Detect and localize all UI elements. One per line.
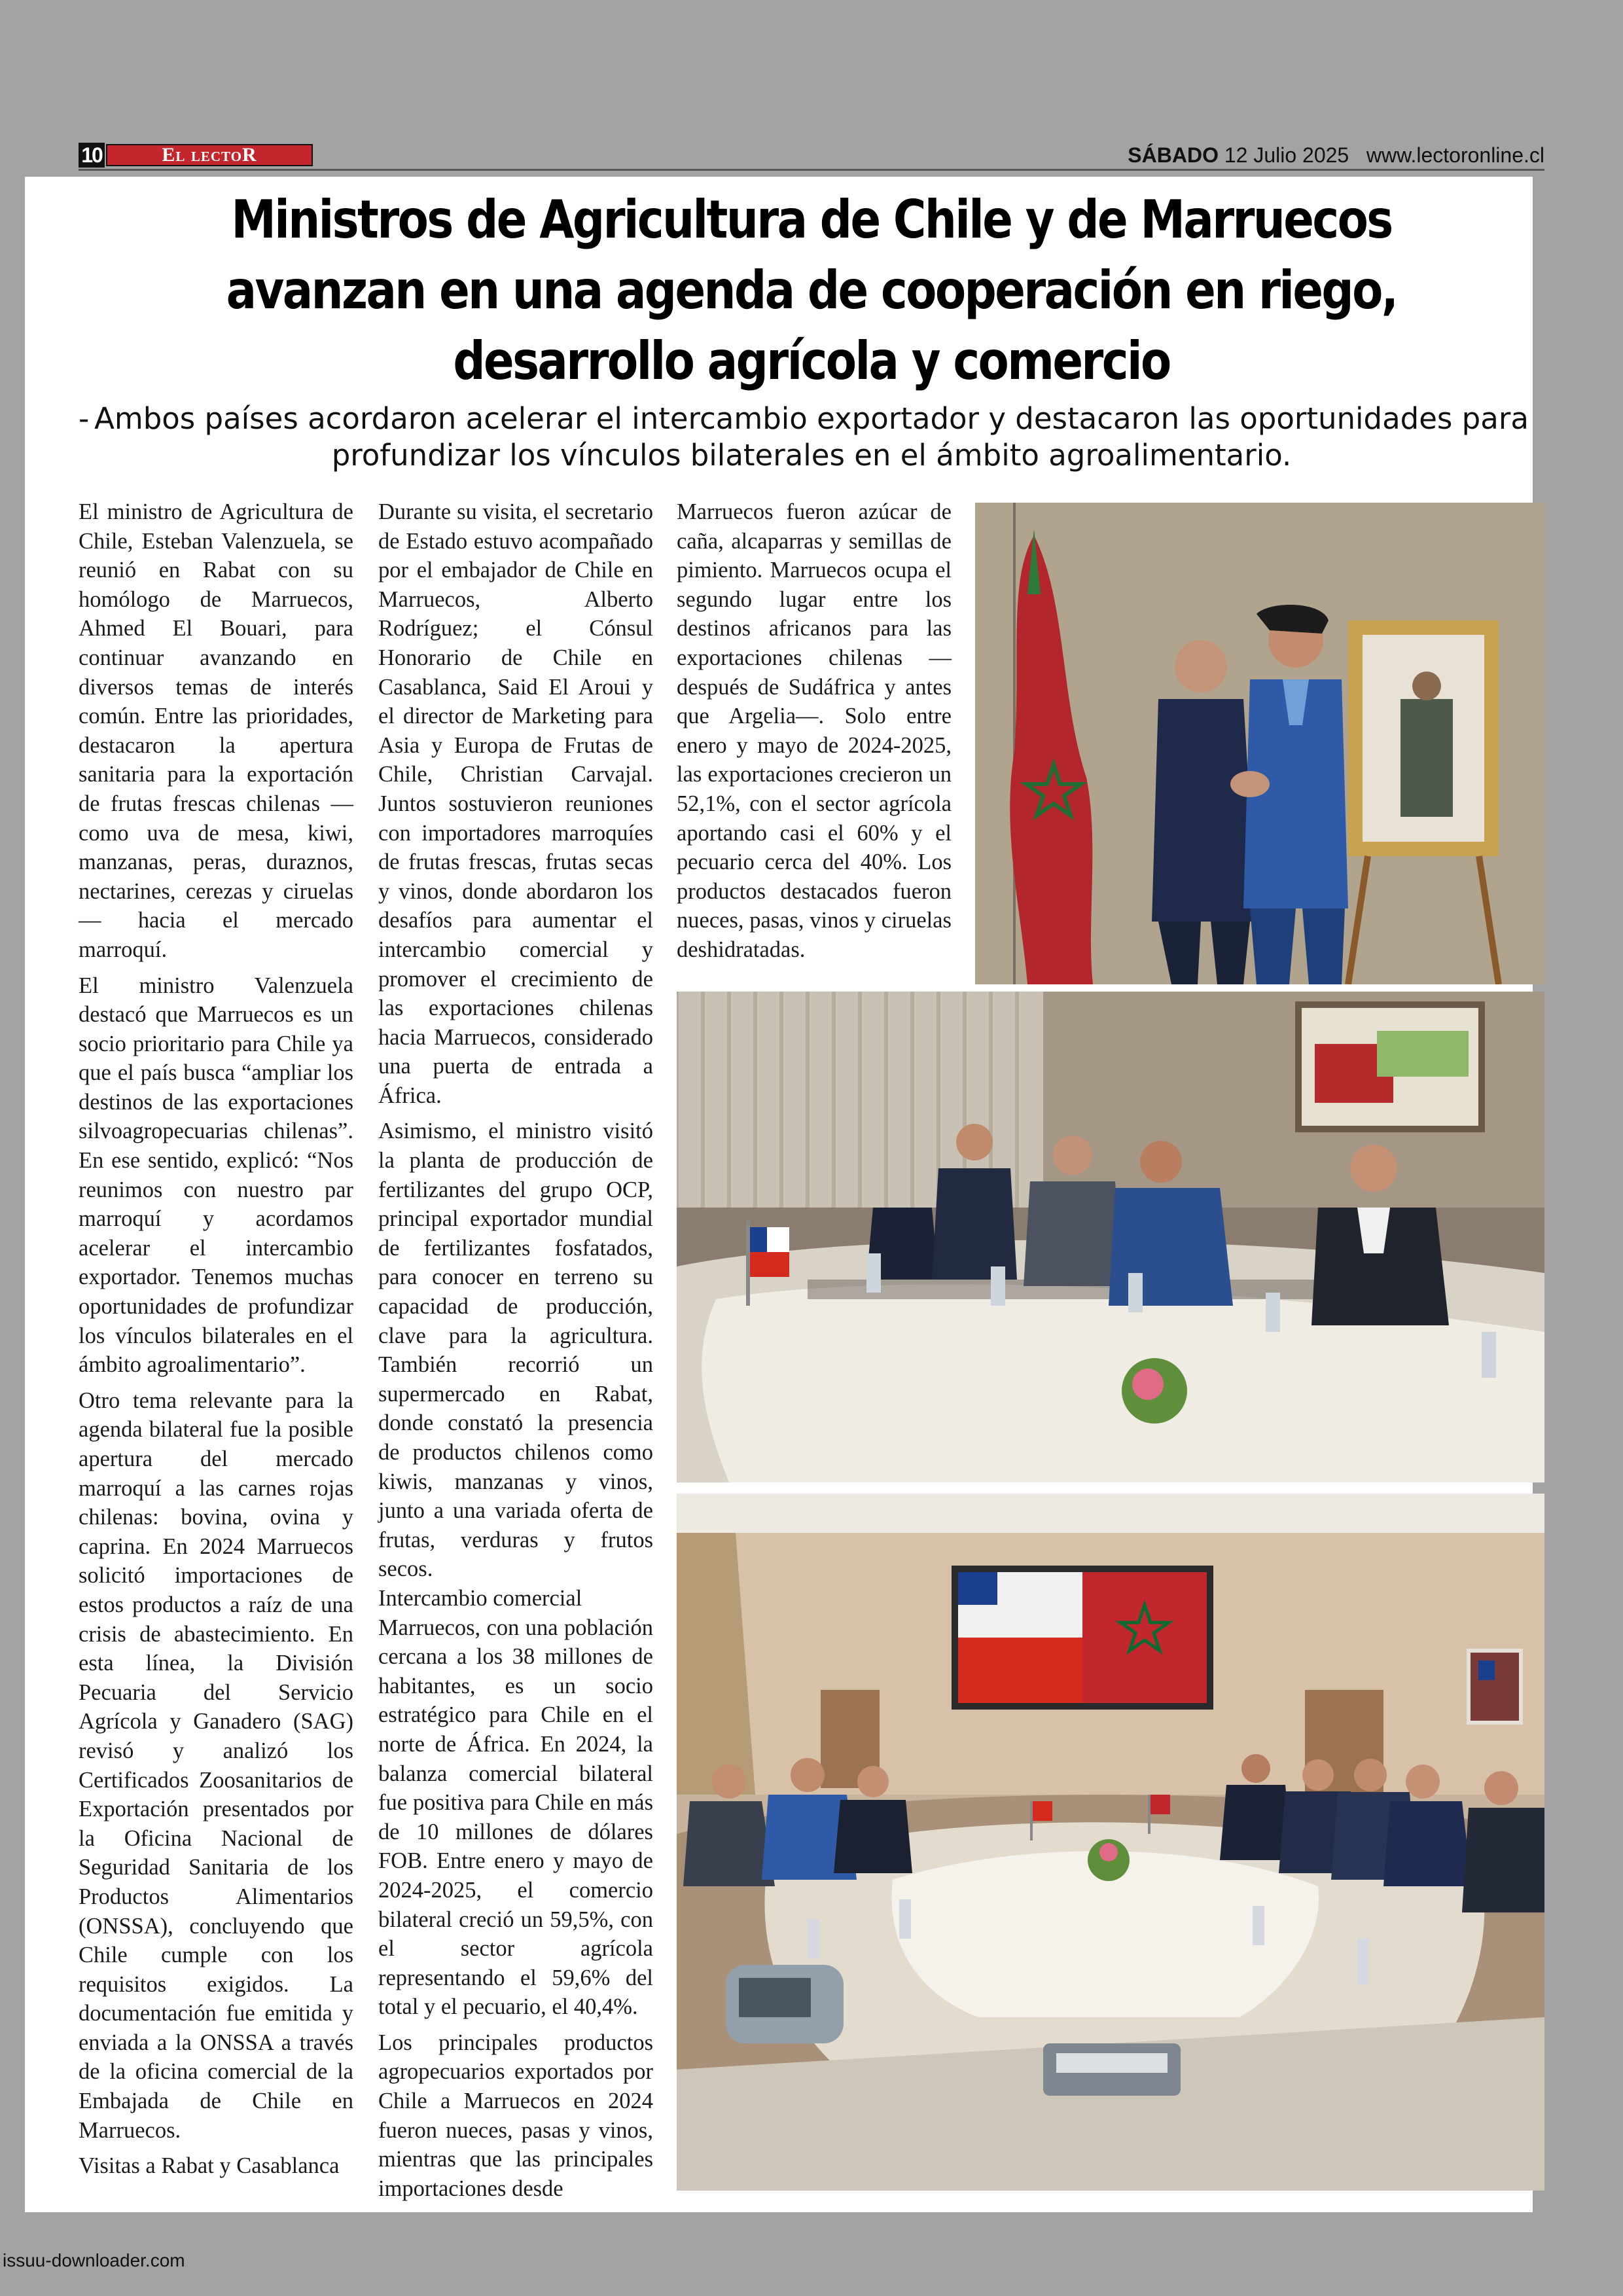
publication-logo: El lectoR — [106, 144, 313, 166]
dateline — [1128, 143, 1544, 168]
paragraph: Los principales productos agropecuarios exportados por Chile a Marruecos en 2024 fueron nueces, pasas y vinos, mientras que las principales importaciones desde — [378, 2030, 653, 2201]
section-heading: Intercambio comercial — [378, 1585, 582, 1611]
page-number: 10 — [79, 143, 105, 168]
paragraph: Durante su visita, el secretario de Estado estuvo acompañado por el embajador de Chile en Marruecos, Alberto Rodríguez; el Cónsul Honorario de Chile en Casablanca, Said El Aroui y el director de Marketing para Asia y Europa de Frutas de Chile, Christian Carvajal. Juntos sostuvieron reuniones con importadores marroquíes de frutas frescas, frutas secas y vinos, donde abordaron los desafíos para aumentar el intercambio comercial y promover el crecimiento de las exportaciones chilenas hacia Marruecos, considerado una puerta de entrada a África. — [378, 499, 653, 1108]
paragraph: El ministro Valenzuela destacó que Marruecos es un socio prioritario para Chile ya que el país busca “ampliar los destinos de las exportaciones silvoagropecuarias chilenas”. En ese sentido, explicó: “Nos reunimos con nuestro par marroquí y acordamos acelerar el intercambio exportador. Tenemos muchas oportunidades de profundizar los vínculos bilaterales en el ámbito agroalimentario”. — [79, 973, 353, 1378]
paragraph: El ministro de Agricultura de Chile, Esteban Valenzuela, se reunió en Rabat con su homólogo de Marruecos, Ahmed El Bouari, para continuar avanzando en diversos temas de interés común. Entre las prioridades, destacaron la apertura sanitaria para la exportación de frutas frescas chilenas —como uva de mesa, kiwi, manzanas, peras, duraznos, nectarines, cerezas y ciruelas— hacia el mercado marroquí. — [79, 499, 353, 962]
article-subhead — [79, 401, 1544, 474]
ministers-handshake-photo — [975, 503, 1544, 984]
dateline-day: SÁBADO — [1128, 143, 1219, 167]
article-column-3 — [677, 497, 952, 965]
paragraph: Otro tema relevante para la agenda bilateral fue la posible apertura del mercado marroquí a las carnes rojas chilenas: bovina, ovina y caprina. En 2024 Marruecos solicitó importaciones de estos productos a raíz de una crisis de abastecimiento. En esta línea, la División Pecuaria del Servicio Agrícola y Ganadero (SAG) revisó y analizó los Certificados Zoosanitarios de Exportación presentados por la Oficina Nacional de Seguridad Sanitaria de los Productos Alimentarios (ONSSA), concluyendo que Chile cumple con los requisitos exigidos. La documentación fue emitida y enviada a la ONSSA a través de la oficina comercial de la Embajada de Chile en Marruecos. — [79, 1388, 353, 2143]
footer-source: issuu-downloader.com — [3, 2250, 185, 2270]
dateline-date: 12 Julio 2025 — [1224, 143, 1349, 167]
section-heading: Visitas a Rabat y Casablanca — [79, 2153, 340, 2179]
masthead-rule — [79, 169, 1544, 171]
subhead-bullet: - — [79, 401, 90, 436]
meeting-table-photo — [677, 992, 1544, 1482]
paragraph: Marruecos, con una población cercana a los 38 millones de habitantes, es un socio estratégico para Chile en el norte de África. En 2024, la balanza comercial bilateral fue positiva para Chile en más de 10 millones de dólares FOB. Entre enero y mayo de 2024-2025, el comercio bilateral creció un 59,5%, con el sector agrícola representando el 59,6% del total y el pecuario, el 40,4%. — [378, 1615, 653, 2020]
website-link[interactable]: www.lectoronline.cl — [1366, 143, 1544, 167]
paragraph: Marruecos fueron azúcar de caña, alcaparras y semillas de pimiento. Marruecos ocupa el segundo lugar entre los destinos africanos para las exportaciones chilenas —después de Sudáfrica y antes que Argelia—. Solo entre enero y mayo de 2024-2025, las exportaciones crecieron un 52,1%, con el sector agrícola aportando casi el 60% y el pecuario cerca del 40%. Los productos destacados fueron nueces, pasas, vinos y ciruelas deshidratadas. — [677, 499, 952, 962]
conference-room-photo — [677, 1494, 1544, 2191]
masthead — [79, 140, 1544, 171]
article-column-2 — [378, 497, 653, 2203]
article-column-1 — [79, 497, 353, 2181]
subhead-text: Ambos países acordaron acelerar el intercambio exportador y destacaron las oportunidades para profundizar los vínculos bilaterales en el ámbito agroalimentario. — [94, 401, 1529, 473]
paragraph: Asimismo, el ministro visitó la planta de producción de fertilizantes del grupo OCP, principal exportador mundial de fertilizantes fosfatados, para conocer en terreno su capacidad de producción, clave para la agricultura. También recorrió un supermercado en Rabat, donde constató la presencia de productos chilenos como kiwis, manzanas y vinos, junto a una variada oferta de frutas, verduras y frutos secos. — [378, 1119, 653, 1582]
article-headline: Ministros de Agricultura de Chile y de Marruecos avanzan en una agenda de cooperación en riego, desarrollo agrícola y comercio — [226, 189, 1397, 391]
